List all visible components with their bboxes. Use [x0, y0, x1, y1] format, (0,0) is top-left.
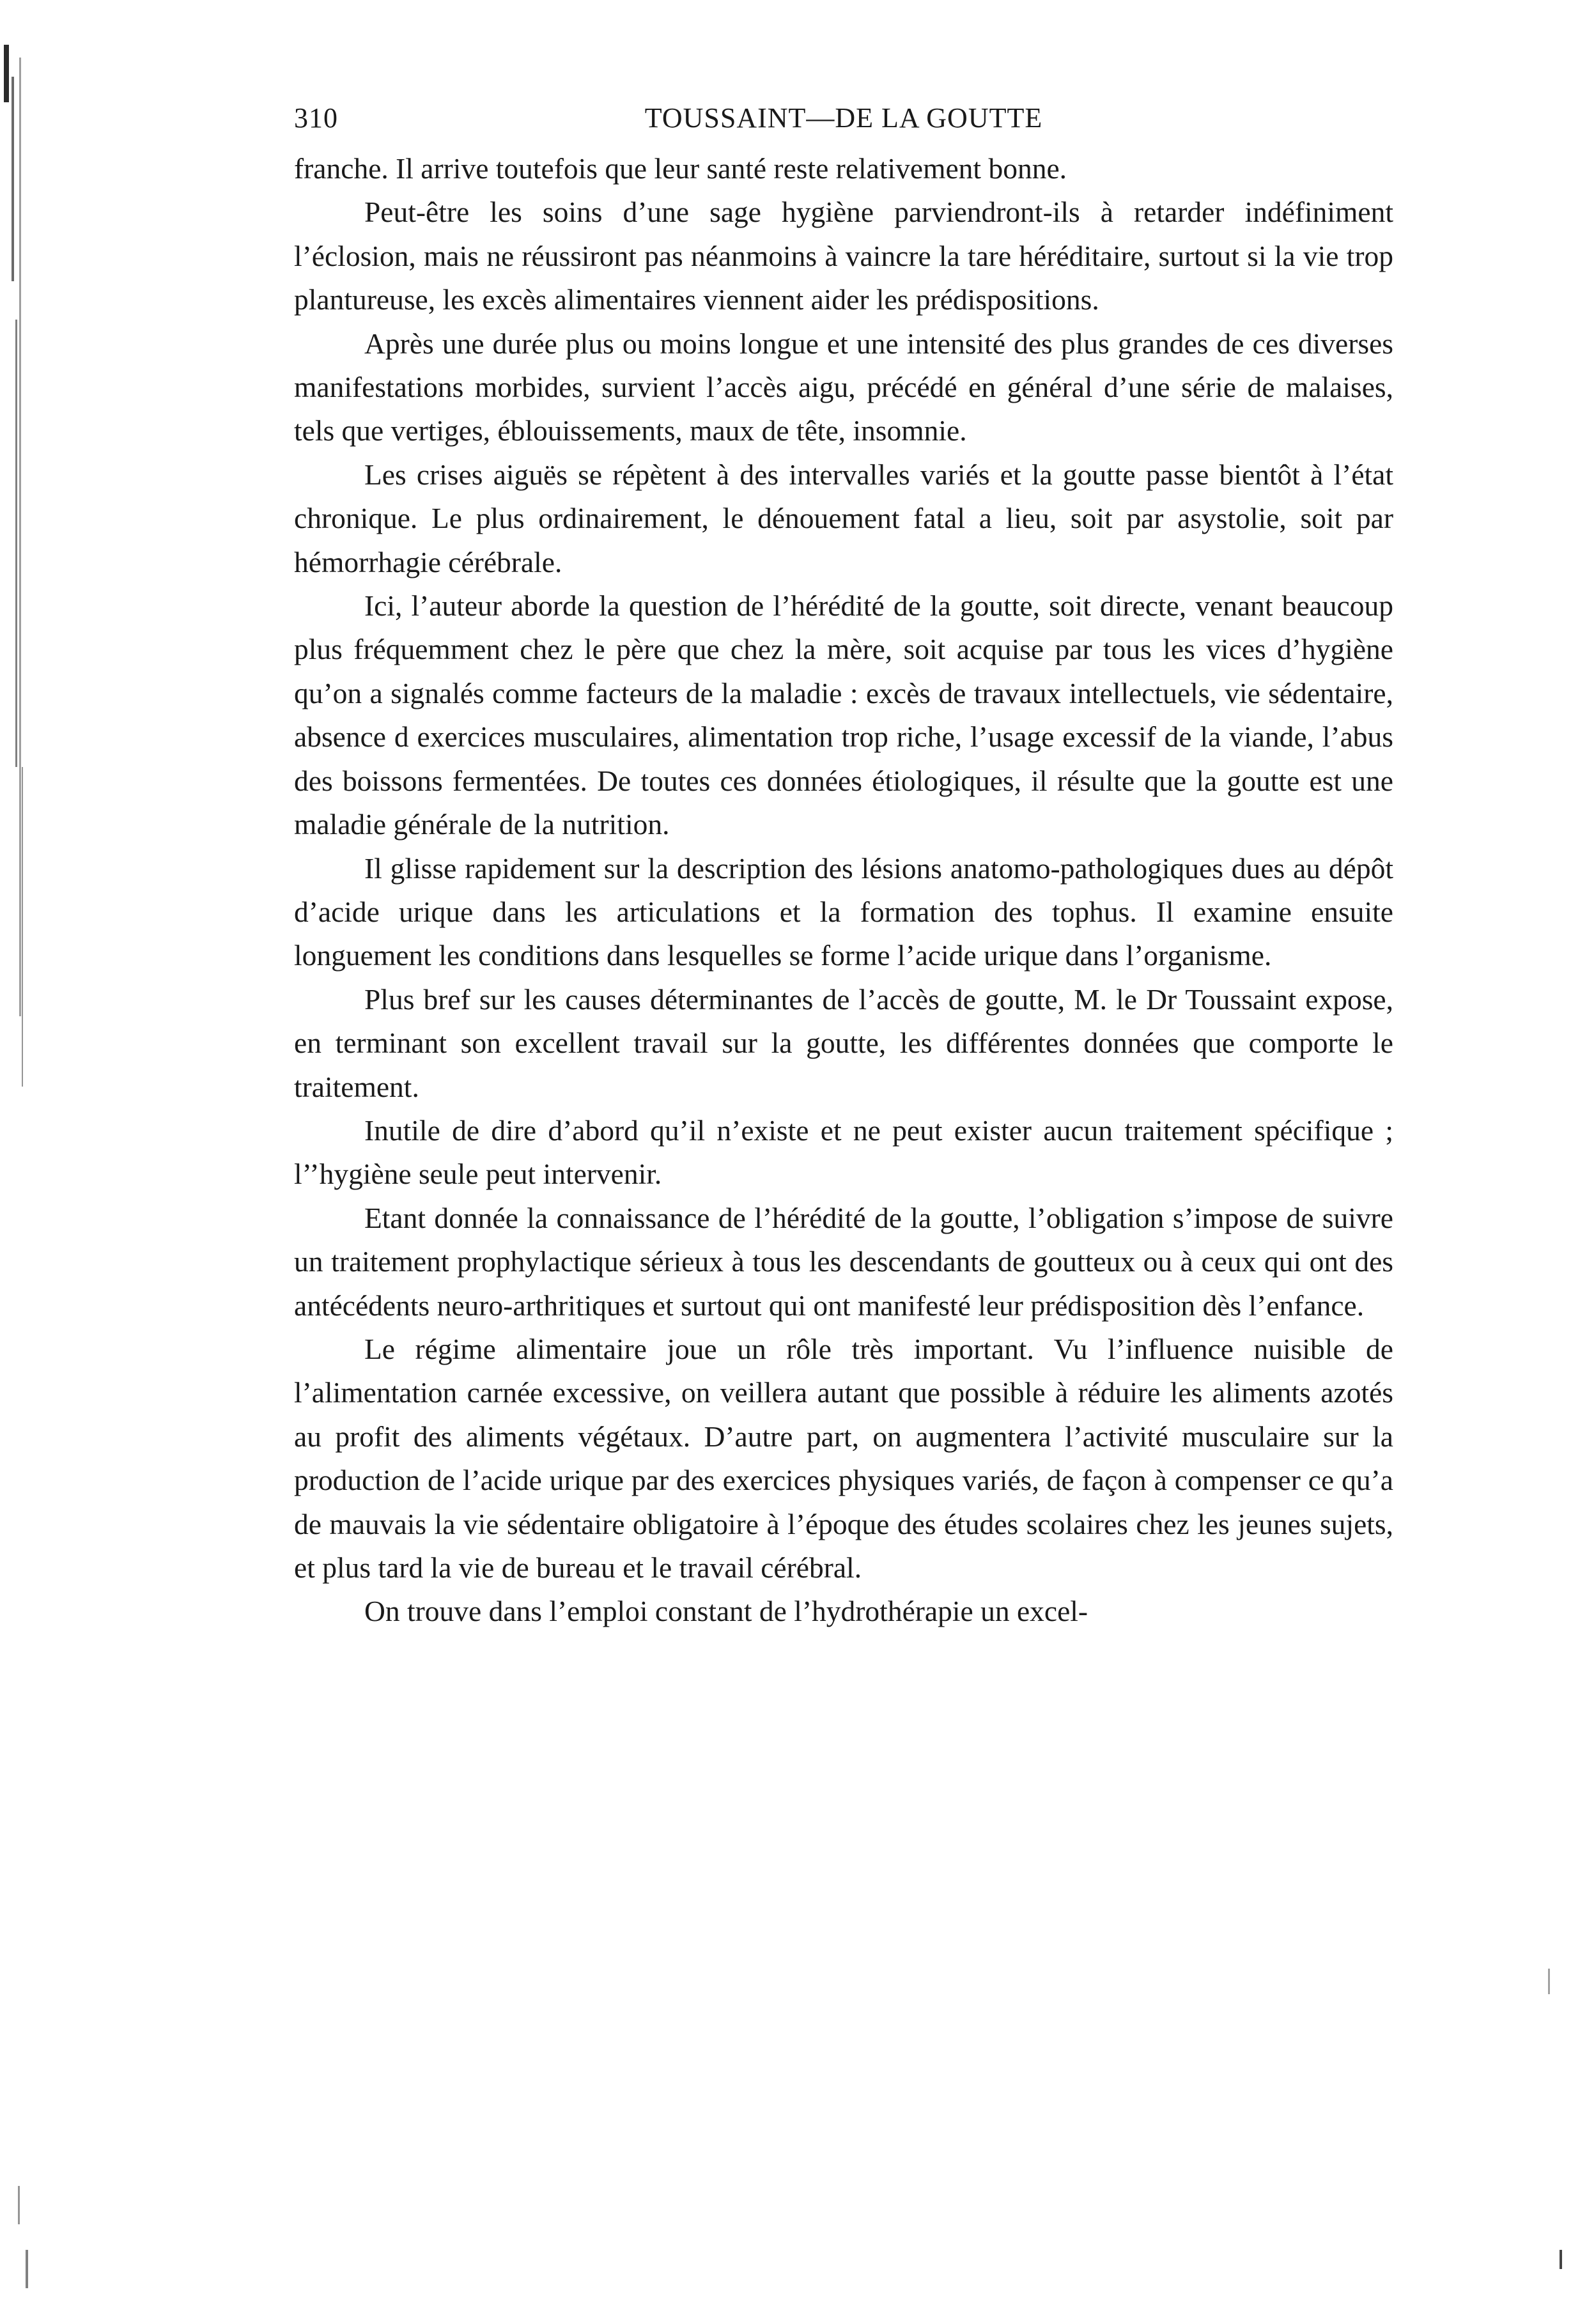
- scan-speck: [1548, 1969, 1550, 1994]
- running-head: [294, 96, 1393, 141]
- body-text: [294, 147, 1393, 1634]
- paragraph: On trouve dans l’emploi constant de l’hydrothérapie un excel-: [364, 1595, 1088, 1628]
- book-page: [294, 96, 1393, 1634]
- paragraph: franche. Il arrive toutefois que leur santé reste relativement bonne.: [294, 152, 1067, 185]
- running-title: TOUSSAINT—DE LA GOUTTE: [644, 102, 1043, 134]
- paragraph: Inutile de dire d’abord qu’il n’existe et ne peut exister aucun traitement spécifique ; l’’hygiène seule peut intervenir.: [294, 1113, 1393, 1191]
- scan-speck: [1560, 2250, 1562, 2269]
- paragraph: Etant donnée la connaissance de l’hérédité de la goutte, l’obligation s’impose de suivre un traitement prophylactique sérieux à tous les descendants de goutteux ou à ceux qui ont des antécédents neuro-arthritiques et surtout qui ont manifesté leur prédisposition dès l’enfance.: [294, 1201, 1393, 1322]
- paragraph: Il glisse rapidement sur la description des lésions anatomo-pathologiques dues au dépôt d’acide urique dans les articulations et la formation des tophus. Il examine ensuite longuement les conditions dans lesquelles se forme l’acide urique dans l’organisme.: [294, 851, 1393, 972]
- scan-binding-edge: [0, 0, 38, 2324]
- paragraph: Le régime alimentaire joue un rôle très important. Vu l’influence nuisible de l’alimentation carnée excessive, on veillera autant que possible à réduire les aliments azotés au profit des aliments végétaux. D’autre part, on augmentera l’activité musculaire sur la production de l’acide urique par des exercices physiques variés, de façon à compenser ce qu’a de mauvais la vie sédentaire obligatoire à l’époque des études scolaires chez les jeunes sujets, et plus tard la vie de bureau et le travail cérébral.: [294, 1332, 1393, 1584]
- paragraph: Peut-être les soins d’une sage hygiène parviendront-ils à retarder indéfiniment l’éclosion, mais ne réussiront pas néanmoins à vaincre la tare héréditaire, surtout si la vie trop plantureuse, les excès alimentaires viennent aider les prédispositions.: [294, 196, 1393, 316]
- paragraph: Après une durée plus ou moins longue et une intensité des plus grandes de ces diverses manifestations morbides, survient l’accès aigu, précédé en général d’une série de malaises, tels que vertiges, éblouissements, maux de tête, insomnie.: [294, 327, 1393, 447]
- page-number: 310: [294, 102, 338, 134]
- paragraph: Plus bref sur les causes déterminantes de l’accès de goutte, M. le Dr Toussaint expose, en terminant son excellent travail sur la goutte, les différentes données que comporte le traitement.: [294, 982, 1393, 1103]
- paragraph: Ici, l’auteur aborde la question de l’hérédité de la goutte, soit directe, venant beaucoup plus fréquemment chez le père que chez la mère, soit acquise par tous les vices d’hygiène qu’on a signalés comme facteurs de la maladie : excès de travaux intellectuels, vie sédentaire, absence d exercices musculaires, alimentation trop riche, l’usage excessif de la viande, l’abus des boissons fermentées. De toutes ces données étiologiques, il résulte que la goutte est une maladie générale de la nutrition.: [294, 589, 1393, 841]
- paragraph: Les crises aiguës se répètent à des intervalles variés et la goutte passe bientôt à l’état chronique. Le plus ordinairement, le dénouement fatal a lieu, soit par asystolie, soit par hémorrhagie cérébrale.: [294, 458, 1393, 578]
